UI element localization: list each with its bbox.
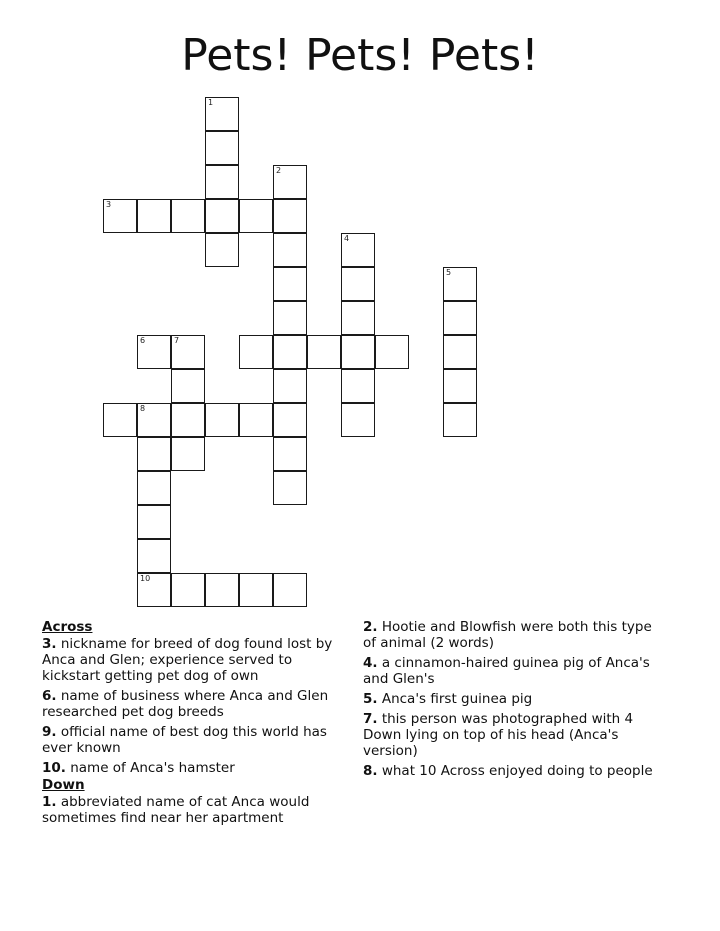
grid-cell	[137, 437, 171, 471]
clue-number-label: 8	[140, 404, 146, 413]
clue-text: name of business where Anca and Glen researched pet dog breeds	[42, 688, 329, 720]
clue-text: Anca's first guinea pig	[381, 691, 533, 707]
clue-down-1	[42, 794, 348, 826]
grid-cell	[239, 573, 273, 607]
clue-text: name of Anca's hamster	[70, 760, 235, 776]
clue-text: official name of best dog this world has ever known	[42, 724, 327, 756]
grid-cell	[137, 505, 171, 539]
clue-number: 6.	[42, 688, 57, 704]
grid-cell	[273, 369, 307, 403]
grid-cell	[137, 573, 171, 607]
clue-number-label: 3	[106, 200, 112, 209]
clue-number-label: 7	[174, 336, 180, 345]
grid-cell	[273, 267, 307, 301]
grid-cell	[205, 403, 239, 437]
clue-text: abbreviated name of cat Anca would sometimes find near her apartment	[42, 794, 310, 826]
clue-across-10	[42, 760, 348, 776]
grid-cell	[205, 97, 239, 131]
clues-left-column	[42, 619, 348, 830]
clue-down-5	[363, 691, 663, 707]
grid-cell	[273, 573, 307, 607]
grid-cell	[443, 403, 477, 437]
clue-text: a cinnamon-haired guinea pig of Anca's and Glen's	[363, 655, 650, 687]
grid-cell	[205, 131, 239, 165]
clue-number: 5.	[363, 691, 378, 707]
grid-cell	[239, 199, 273, 233]
grid-cell	[443, 267, 477, 301]
grid-cell	[205, 573, 239, 607]
grid-cell	[205, 233, 239, 267]
clue-number: 1.	[42, 794, 57, 810]
clue-down-2	[363, 619, 663, 651]
grid-cell	[341, 335, 375, 369]
grid-cell	[443, 335, 477, 369]
grid-cell	[137, 403, 171, 437]
grid-cell	[443, 369, 477, 403]
clue-down-4	[363, 655, 663, 687]
clue-number: 10.	[42, 760, 66, 776]
grid-cell	[171, 335, 205, 369]
clues-right-column	[363, 619, 663, 783]
grid-cell	[137, 471, 171, 505]
grid-cell	[307, 335, 341, 369]
clue-number-label: 6	[140, 336, 146, 345]
grid-cell	[273, 403, 307, 437]
grid-cell	[273, 233, 307, 267]
clue-number-label: 5	[446, 268, 452, 277]
clue-text: what 10 Across enjoyed doing to people	[381, 763, 653, 779]
grid-cell	[273, 471, 307, 505]
clue-number: 8.	[363, 763, 378, 779]
clue-number: 3.	[42, 636, 57, 652]
grid-cell	[375, 335, 409, 369]
grid-cell	[273, 335, 307, 369]
grid-cell	[239, 403, 273, 437]
grid-cell	[273, 199, 307, 233]
clue-number-label: 2	[276, 166, 282, 175]
clue-down-7	[363, 711, 663, 759]
grid-cell	[171, 369, 205, 403]
clue-across-6	[42, 688, 348, 720]
down-heading: Down	[42, 777, 85, 793]
grid-cell	[171, 437, 205, 471]
grid-cell	[137, 335, 171, 369]
grid-cell	[341, 301, 375, 335]
grid-cell	[341, 369, 375, 403]
clue-number-label: 1	[208, 98, 214, 107]
across-heading: Across	[42, 619, 93, 635]
clue-number: 4.	[363, 655, 378, 671]
puzzle-title: Pets! Pets! Pets!	[181, 30, 539, 81]
clue-number: 9.	[42, 724, 57, 740]
grid-cell	[273, 165, 307, 199]
grid-cell	[171, 573, 205, 607]
grid-cell	[137, 199, 171, 233]
grid-cell	[443, 301, 477, 335]
clue-across-3	[42, 636, 348, 684]
grid-cell	[341, 233, 375, 267]
clue-number: 2.	[363, 619, 378, 635]
grid-cell	[103, 199, 137, 233]
clue-text: this person was photographed with 4 Down lying on top of his head (Anca's version)	[363, 711, 634, 759]
grid-cell	[341, 267, 375, 301]
clue-number: 7.	[363, 711, 378, 727]
grid-cell	[103, 403, 137, 437]
grid-cell	[205, 165, 239, 199]
grid-cell	[273, 437, 307, 471]
clue-number-label: 10	[140, 574, 151, 583]
clue-text: nickname for breed of dog found lost by Anca and Glen; experience served to kickstart getting pet dog of own	[42, 636, 333, 684]
grid-cell	[273, 301, 307, 335]
clue-text: Hootie and Blowfish were both this type of animal (2 words)	[363, 619, 652, 651]
grid-cell	[239, 335, 273, 369]
grid-cell	[171, 403, 205, 437]
grid-cell	[341, 403, 375, 437]
clue-number-label: 4	[344, 234, 350, 243]
grid-cell	[205, 199, 239, 233]
clue-across-9	[42, 724, 348, 756]
grid-cell	[171, 199, 205, 233]
clue-down-8	[363, 763, 663, 779]
grid-cell	[137, 539, 171, 573]
